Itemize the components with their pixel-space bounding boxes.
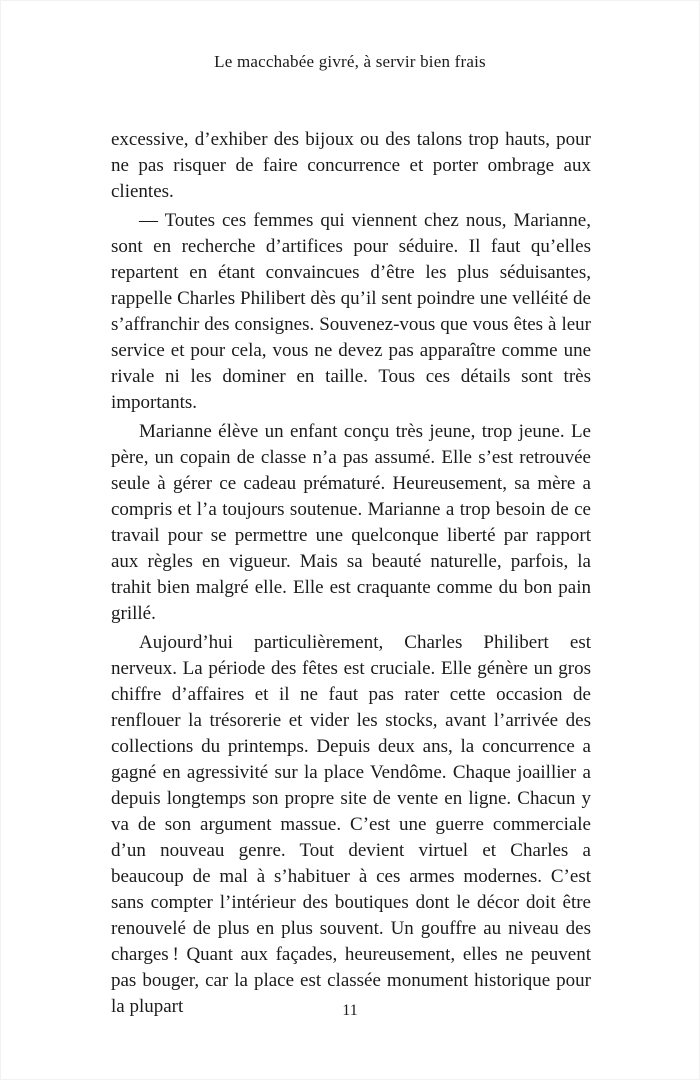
paragraph: — Toutes ces femmes qui viennent chez nous, Marianne, sont en recherche d’artifices pour séduire. Il faut qu’elles repartent en étant convaincues d’être les plus séduisantes, rappelle Charles Philibert dès qu’il sent poindre une velléité de s’affranchir des consignes. Souvenez-vous que vous êtes à leur service et pour cela, vous ne devez pas apparaître comme une rivale ni les dominer en taille. Tous ces détails sont très importants.: [111, 210, 591, 413]
paragraph: excessive, d’exhiber des bijoux ou des talons trop hauts, pour ne pas risquer de faire concurrence et porter ombrage aux clientes.: [111, 129, 591, 202]
paragraph: Marianne élève un enfant conçu très jeune, trop jeune. Le père, un copain de classe n’a pas assumé. Elle s’est retrouvée seule à gérer ce cadeau prématuré. Heureusement, sa mère a compris et l’a toujours soutenue. Marianne a trop besoin de ce travail pour se permettre une quelconque liberté par rapport aux règles en vigueur. Mais sa beauté naturelle, parfois, la trahit bien malgré elle. Elle est craquante comme du bon pain grillé.: [111, 421, 591, 624]
paragraph: Aujourd’hui particulièrement, Charles Philibert est nerveux. La période des fêtes est cruciale. Elle génère un gros chiffre d’affaires et il ne faut pas rater cette occasion de renflouer la trésorerie et vider les stocks, avant l’arrivée des collections du printemps. Depuis deux ans, la concurrence a gagné en agressivité sur la place Vendôme. Chaque joaillier a depuis longtemps son propre site de vente en ligne. Chacun y va de son argument massue. C’est une guerre commerciale d’un nouveau genre. Tout devient virtuel et Charles a beaucoup de mal à s’habituer à ces armes modernes. C’est sans compter l’intérieur des boutiques dont le décor doit être renouvelé de plus en plus souvent. Un gouffre au niveau des charges ! Quant aux façades, heureusement, elles ne peuvent pas bouger, car la place est classée monument historique pour la plupart: [111, 632, 591, 1017]
running-header: Le macchabée givré, à servir bien frais: [214, 52, 486, 71]
page-number: 11: [342, 1002, 358, 1019]
body-text: [111, 127, 591, 1023]
